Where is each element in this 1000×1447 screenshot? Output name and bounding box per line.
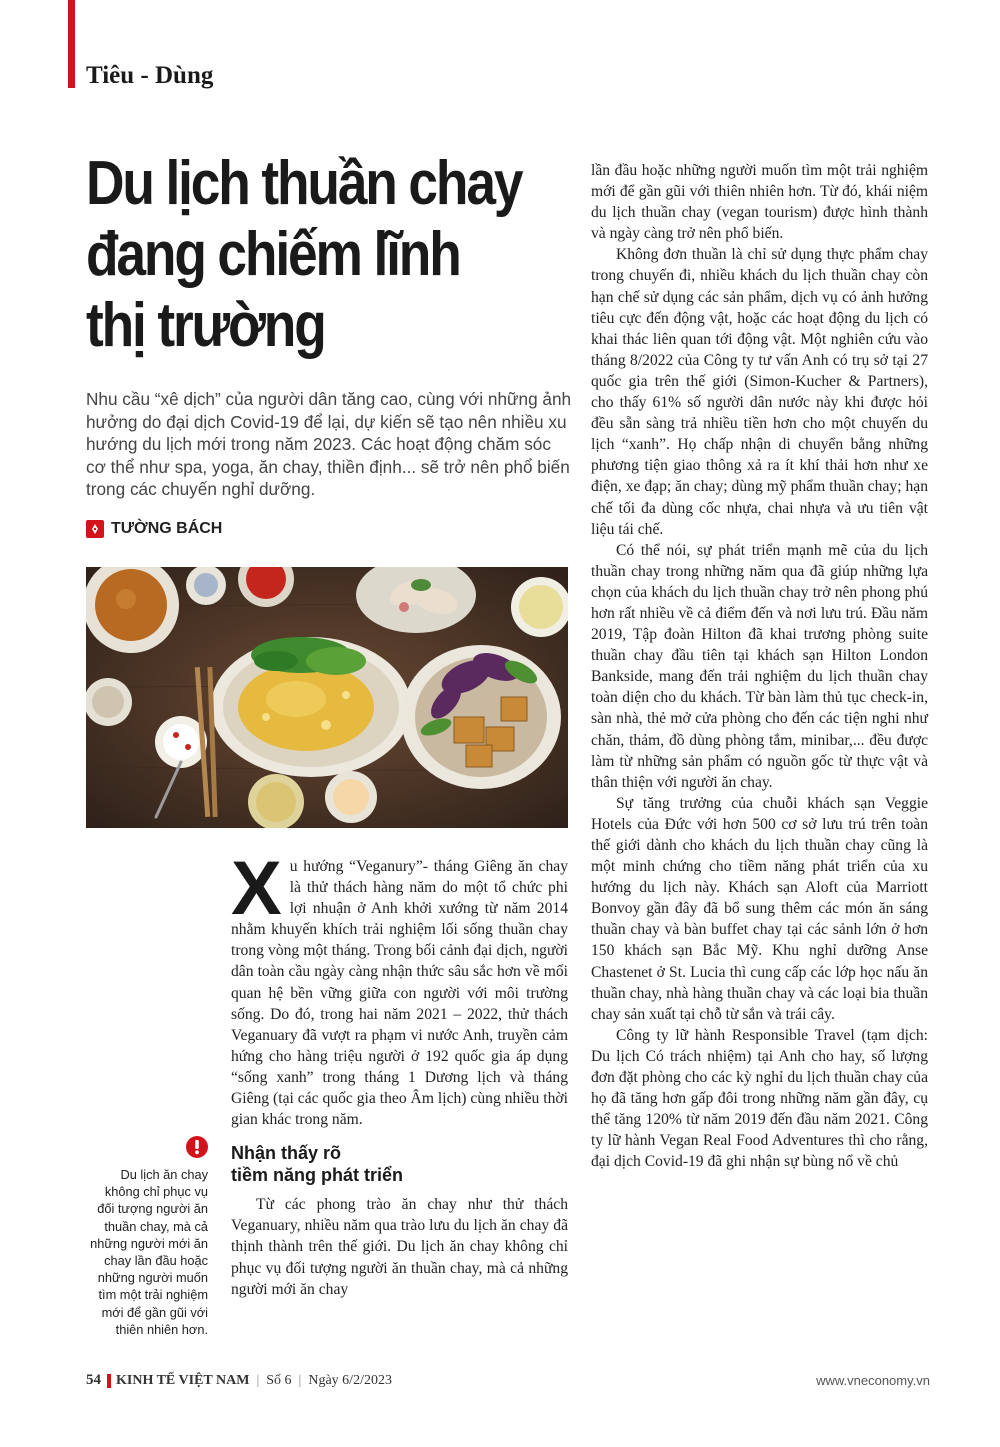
footer-accent-bar: [107, 1374, 111, 1388]
page-number: 54: [86, 1372, 101, 1388]
page-footer: [86, 1372, 392, 1389]
section-accent-bar: [68, 0, 75, 88]
title-line: thị trường: [86, 291, 325, 360]
body-paragraph: [231, 846, 568, 1130]
website-link[interactable]: www.vneconomy.vn: [816, 1373, 930, 1388]
article-title: [86, 148, 522, 361]
subheading-line: Nhận thấy rõ: [231, 1143, 342, 1164]
dropcap: X: [231, 846, 282, 931]
pen-icon: [86, 520, 104, 538]
body-paragraph: Công ty lữ hành Responsible Travel (tạm dịch: Du lịch Có trách nhiệm) tại Anh cho hay, số lượng đơn đặt phòng cho các kỳ nghỉ du lịch thuần chay của họ đã tăng hơn gấp đôi trong những năm gần đây, cụ thể tăng 120% từ năm 2019 đến đầu năm 2021. Công ty lữ hành Vegan Real Food Adventures thì cho rằng, đại dịch Covid-19 đã ghi nhận sự bùng nổ về chủ: [591, 1026, 928, 1171]
body-paragraph: Không đơn thuần là chỉ sử dụng thực phẩm chay trong chuyến đi, nhiều khách du lịch thuần chay còn hạn chế sử dụng các sản phẩm, dịch vụ có ảnh hưởng tiêu cực đến động vật, hoặc các hoạt động du lịch có khai thác liên quan tới động vật. Một nghiên cứu vào tháng 8/2022 của Công ty tư vấn Anh có trụ sở tại 27 quốc gia trên thế giới (Simon-Kucher & Partners), cho thấy 61% số người dân nước này khi được hỏi đều sẵn sàng trả nhiều tiền hơn cho một chuyến du lịch “xanh”. Họ chấp nhận di chuyển bằng những phương tiện giao thông xả ra ít khí thải hơn như xe điện, xe đạp; ăn chay; dùng mỹ phẩm thuần chay; hạn chế tối đa dùng cốc nhựa, chai nhựa và ưu tiên vật liệu tái chế.: [591, 246, 928, 538]
footer-separator: |: [298, 1372, 302, 1388]
subheading-line: tiềm năng phát triển: [231, 1165, 404, 1186]
author-byline: [86, 520, 222, 538]
pull-quote: Du lịch ăn chay không chỉ phục vụ đối tượng người ăn thuần chay, mà cả những người mới ăn chay lần đầu hoặc những người muốn tìm một trải nghiệm mới để gần gũi với thiên nhiên hơn.: [90, 1167, 208, 1337]
author-name: TƯỜNG BÁCH: [111, 520, 223, 537]
issue-number: Số 6: [266, 1372, 292, 1388]
magazine-name: KINH TẾ VIỆT NAM: [116, 1372, 250, 1388]
footer-separator: |: [256, 1372, 260, 1388]
food-photo: [86, 567, 568, 828]
body-paragraph: Sự tăng trưởng của chuỗi khách sạn Veggie Hotels của Đức với hơn 500 cơ sở lưu trú trên toàn thế giới dành cho khách du lịch thuần chay cũng là một minh chứng cho tiềm năng phát triển của xu hướng du lịch này. Khách sạn Aloft của Marriott Bonvoy gần đây đã bổ sung thêm các món ăn sáng thuần chay và bàn buffet chay tại các sảnh lớn ở hơn 150 khách sạn Bắc Mỹ. Khu nghỉ dưỡng Anse Chastenet ở St. Lucia thì cung cấp các lớp học nấu ăn thuần chay, nhà hàng thuần chay và các loại bia thuần chay sản xuất tại chỗ từ sắn và trái cây.: [591, 794, 928, 1023]
title-line: Du lịch thuần chay: [86, 149, 522, 218]
body-paragraph: Có thể nói, sự phát triển mạnh mẽ của du lịch thuần chay trong những năm qua đã giúp những lựa chọn của khách du lịch thuần chay trở nên phong phú hơn rất nhiều về cả điểm đến và nơi lưu trú. Đầu năm 2019, Tập đoàn Hilton đã khai trương phòng suite thuần chay đầu tiên tại khách sạn Hilton London Bankside, mang đến trải nghiệm du lịch thuần chay toàn diện cho du khách. Từ bàn làm thủ tục check-in, sàn nhà, thẻ mở cửa phòng cho đến các tiện nghi như chăn, thảm, đồ dùng phòng tắm, minibar,... đều được làm từ những sản phẩm có nguồn gốc từ thực vật và thân thiện với người ăn chay.: [591, 541, 928, 791]
body-paragraph: lần đầu hoặc những người muốn tìm một trải nghiệm mới để gần gũi với thiên nhiên hơn. Từ đó, khái niệm du lịch thuần chay (vegan tourism) được hình thành và ngày càng trở nên phổ biến.: [591, 162, 928, 243]
subheading: [231, 1142, 568, 1186]
body-column-right: [591, 160, 928, 1173]
exclamation-icon: [186, 1136, 208, 1158]
issue-date: Ngày 6/2/2023: [308, 1372, 392, 1388]
section-label: Tiêu - Dùng: [86, 62, 214, 89]
paragraph-text: u hướng “Veganury”- tháng Giêng ăn chay là thử thách hàng năm do một tổ chức phi lợi nhuận ở Anh khởi xướng từ năm 2014 nhằm khuyến khích trải nghiệm lối sống thuần chay trong vòng một tháng. Trong bối cảnh đại dịch, người dân toàn cầu ngày càng nhận thức sâu sắc hơn về mối quan hệ bền vững giữa con người với môi trường sống. Do đó, trong hai năm 2021 – 2022, thử thách Veganuary đã vượt ra phạm vi nước Anh, truyền cảm hứng cho hàng triệu người ở 192 quốc gia áp dụng “sống xanh” trong tháng 1 Dương lịch và tháng Giêng (tại các quốc gia theo Âm lịch) cùng nhiều thời gian khác trong năm.: [231, 858, 568, 1129]
article-lead: Nhu cầu “xê dịch” của người dân tăng cao, cùng với những ảnh hưởng do đại dịch Covid-19 để lại, dự kiến sẽ tạo nên nhiều xu hướng du lịch mới trong năm 2023. Các hoạt động chăm sóc cơ thể như spa, yoga, ăn chay, thiền định... sẽ trở nên phổ biến trong các chuyến nghỉ dưỡng.: [86, 389, 572, 500]
body-paragraph: Từ các phong trào ăn chay như thử thách Veganuary, nhiều năm qua trào lưu du lịch ăn chay đã thịnh thành trên thế giới. Du lịch ăn chay không chỉ phục vụ đối tượng người ăn thuần chay, mà cả những người mới ăn chay: [231, 1196, 568, 1298]
title-line: đang chiếm lĩnh: [86, 220, 460, 289]
body-column-middle: [231, 846, 568, 1300]
